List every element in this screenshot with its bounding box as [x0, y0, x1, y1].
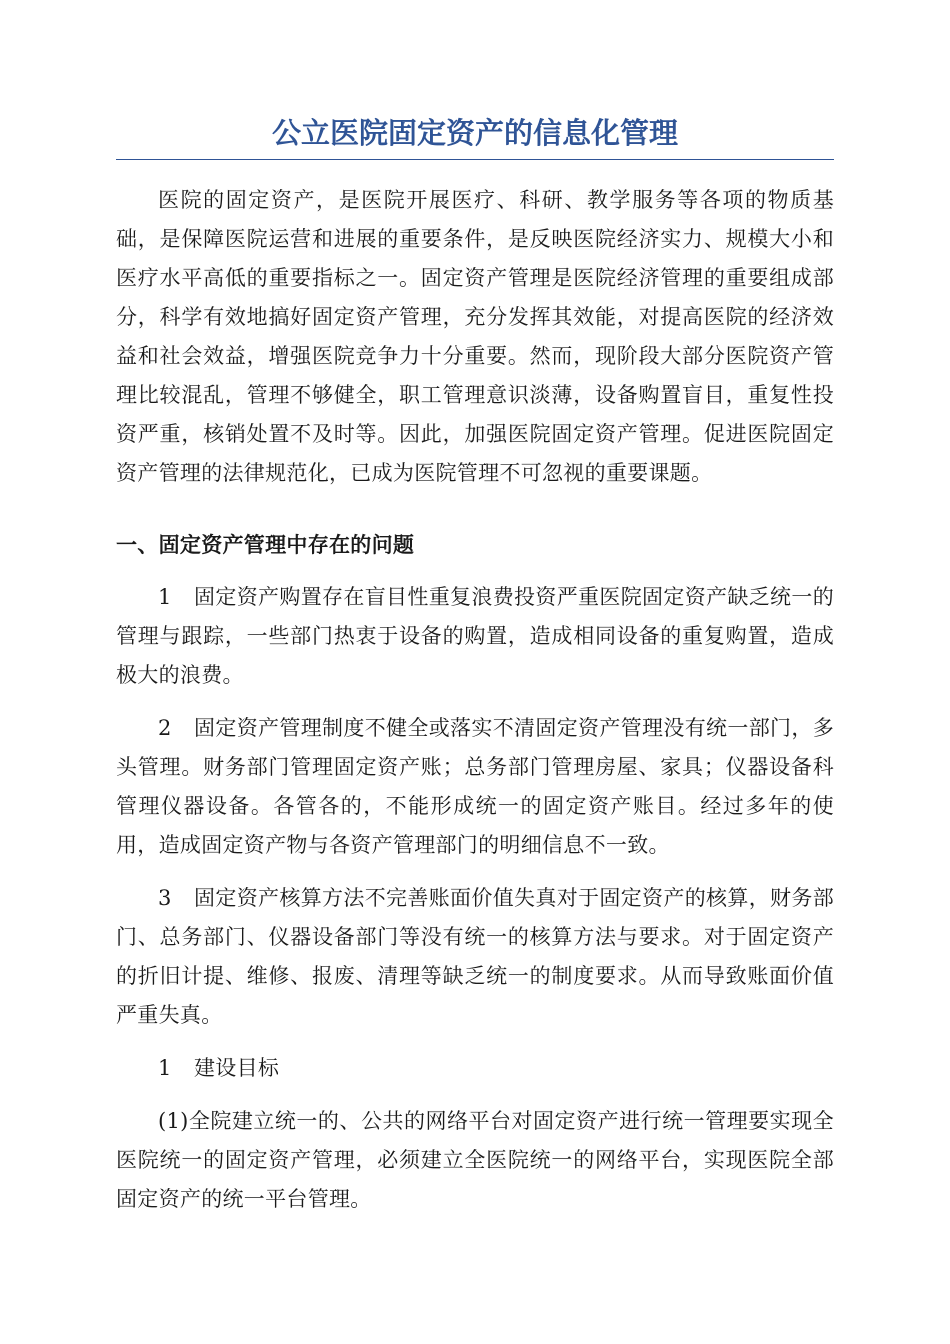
intro-paragraph: 医院的固定资产，是医院开展医疗、科研、教学服务等各项的物质基础，是保障医院运营和进展的重要条件，是反映医院经济实力、规模大小和医疗水平高低的重要指标之一。固定资产管理是医院经济管理的重要组成部分，科学有效地搞好固定资产管理，充分发挥其效能，对提高医院的经济效益和社会效益，增强医院竞争力十分重要。然而，现阶段大部分医院资产管理比较混乱，管理不够健全，职工管理意识淡薄，设备购置盲目，重复性投资严重，核销处置不及时等。因此，加强医院固定资产管理。促进医院固定资产管理的法律规范化，已成为医院管理不可忽视的重要课题。	[116, 188, 834, 485]
goal-paragraph: (1)全院建立统一的、公共的网络平台对固定资产进行统一管理要实现全医院统一的固定资产管理，必须建立全医院统一的网络平台，实现医院全部固定资产的统一平台管理。	[116, 1109, 834, 1211]
item-number: 1	[158, 585, 172, 609]
item-text: 固定资产管理制度不健全或落实不清固定资产管理没有统一部门，多头管理。财务部门管理固定资产账；总务部门管理房屋、家具；仪器设备科管理仪器设备。各管各的，不能形成统一的固定资产账目。经过多年的使用，造成固定资产物与各资产管理部门的明细信息不一致。	[116, 716, 834, 857]
list-item	[116, 1049, 834, 1088]
item-number: 3	[158, 886, 172, 910]
list-item	[116, 578, 834, 695]
item-text: 固定资产购置存在盲目性重复浪费投资严重医院固定资产缺乏统一的管理与跟踪，一些部门热衷于设备的购置，造成相同设备的重复购置，造成极大的浪费。	[116, 585, 834, 687]
item-number: 1	[158, 1056, 172, 1080]
item-number: 2	[158, 716, 172, 740]
document-title: 公立医院固定资产的信息化管理	[116, 113, 834, 160]
section-heading-problems: 一、固定资产管理中存在的问题	[116, 532, 415, 557]
list-item	[116, 709, 834, 865]
list-item	[116, 879, 834, 1035]
item-text: 建设目标	[194, 1056, 280, 1080]
item-text: 固定资产核算方法不完善账面价值失真对于固定资产的核算，财务部门、总务部门、仪器设备部门等没有统一的核算方法与要求。对于固定资产的折旧计提、维修、报废、清理等缺乏统一的制度要求。从而导致账面价值严重失真。	[116, 886, 834, 1027]
